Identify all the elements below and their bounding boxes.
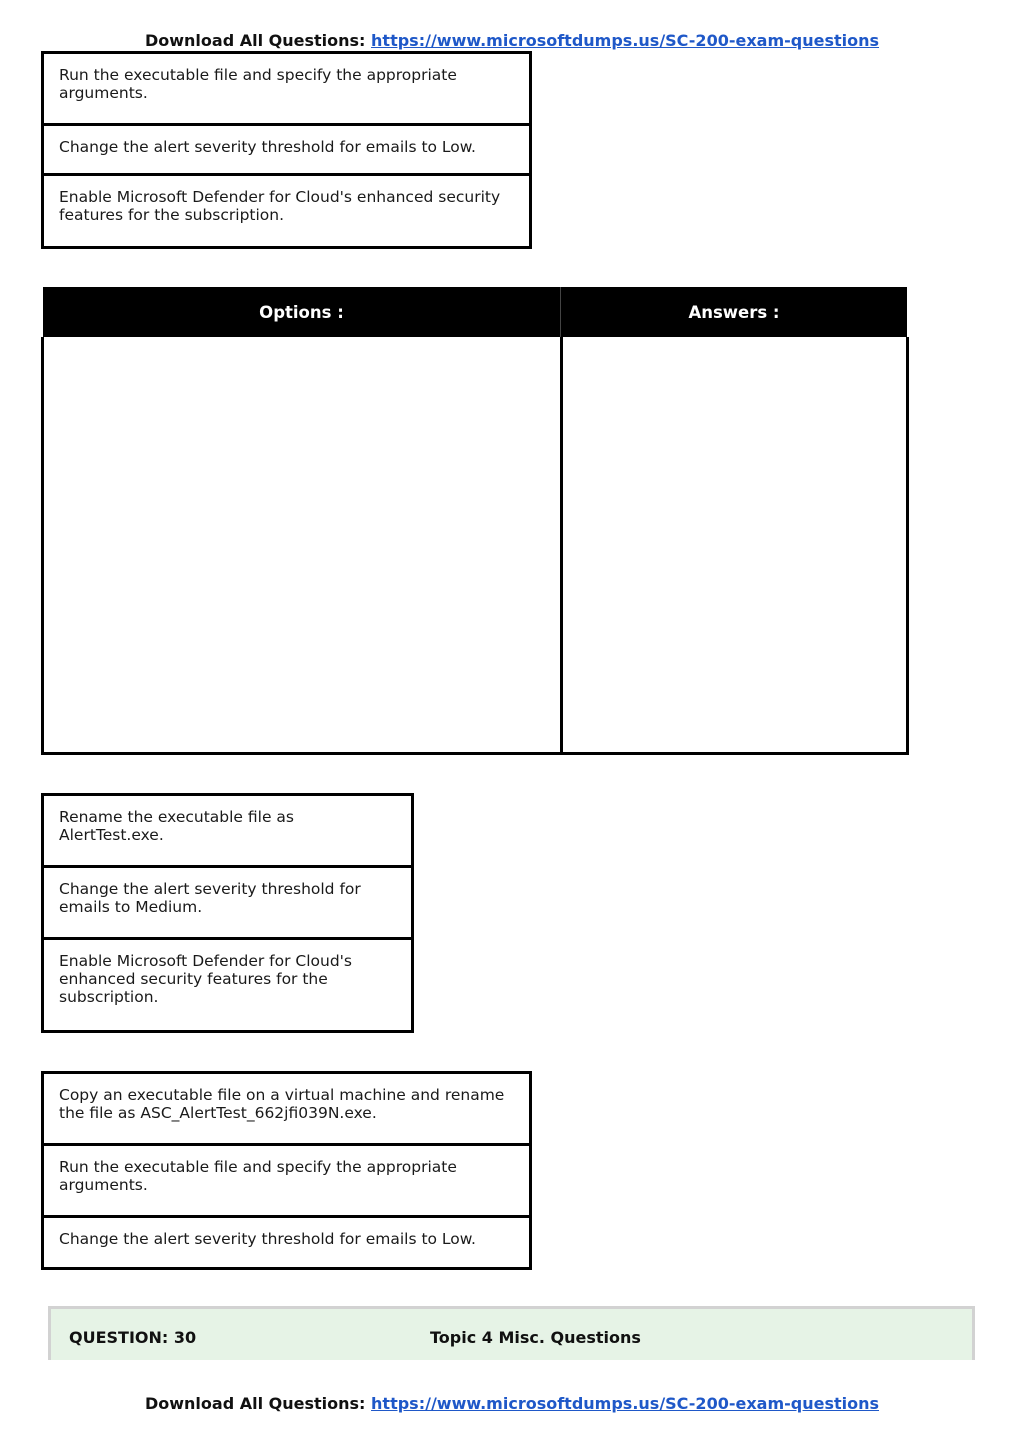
option-box[interactable]: Rename the executable file as AlertTest.exe. (41, 793, 414, 868)
question-topic: Topic 4 Misc. Questions (430, 1328, 641, 1347)
download-label: Download All Questions: (144, 1394, 366, 1413)
options-header: Options : (43, 287, 560, 337)
download-header (0, 31, 1024, 50)
drag-drop-table (41, 287, 909, 755)
answer-option-group-3 (41, 1071, 532, 1270)
download-label: Download All Questions: (144, 31, 366, 50)
answer-option-group-1 (41, 51, 532, 249)
options-drop-area[interactable] (41, 337, 563, 755)
option-box[interactable]: Enable Microsoft Defender for Cloud's enhanced security features for the subscription. (41, 176, 532, 249)
option-box[interactable]: Change the alert severity threshold for emails to Low. (41, 1218, 532, 1270)
download-footer (0, 1394, 1024, 1413)
answer-option-group-2 (41, 793, 414, 1033)
option-box[interactable]: Change the alert severity threshold for emails to Medium. (41, 868, 414, 940)
option-box[interactable]: Run the executable file and specify the appropriate arguments. (41, 1146, 532, 1218)
answers-drop-area[interactable] (560, 337, 909, 755)
download-link[interactable]: https://www.microsoftdumps.us/SC-200-exam-questions (371, 31, 880, 50)
option-box[interactable]: Enable Microsoft Defender for Cloud's enhanced security features for the subscription. (41, 940, 414, 1033)
download-link[interactable]: https://www.microsoftdumps.us/SC-200-exam-questions (371, 1394, 880, 1413)
option-box[interactable]: Copy an executable file on a virtual machine and rename the file as ASC_AlertTest_662jfi039N.exe. (41, 1071, 532, 1146)
question-bar (48, 1306, 975, 1360)
answers-header: Answers : (561, 287, 907, 337)
option-box[interactable]: Change the alert severity threshold for emails to Low. (41, 126, 532, 176)
option-box[interactable]: Run the executable file and specify the appropriate arguments. (41, 51, 532, 126)
question-number: QUESTION: 30 (69, 1328, 197, 1347)
